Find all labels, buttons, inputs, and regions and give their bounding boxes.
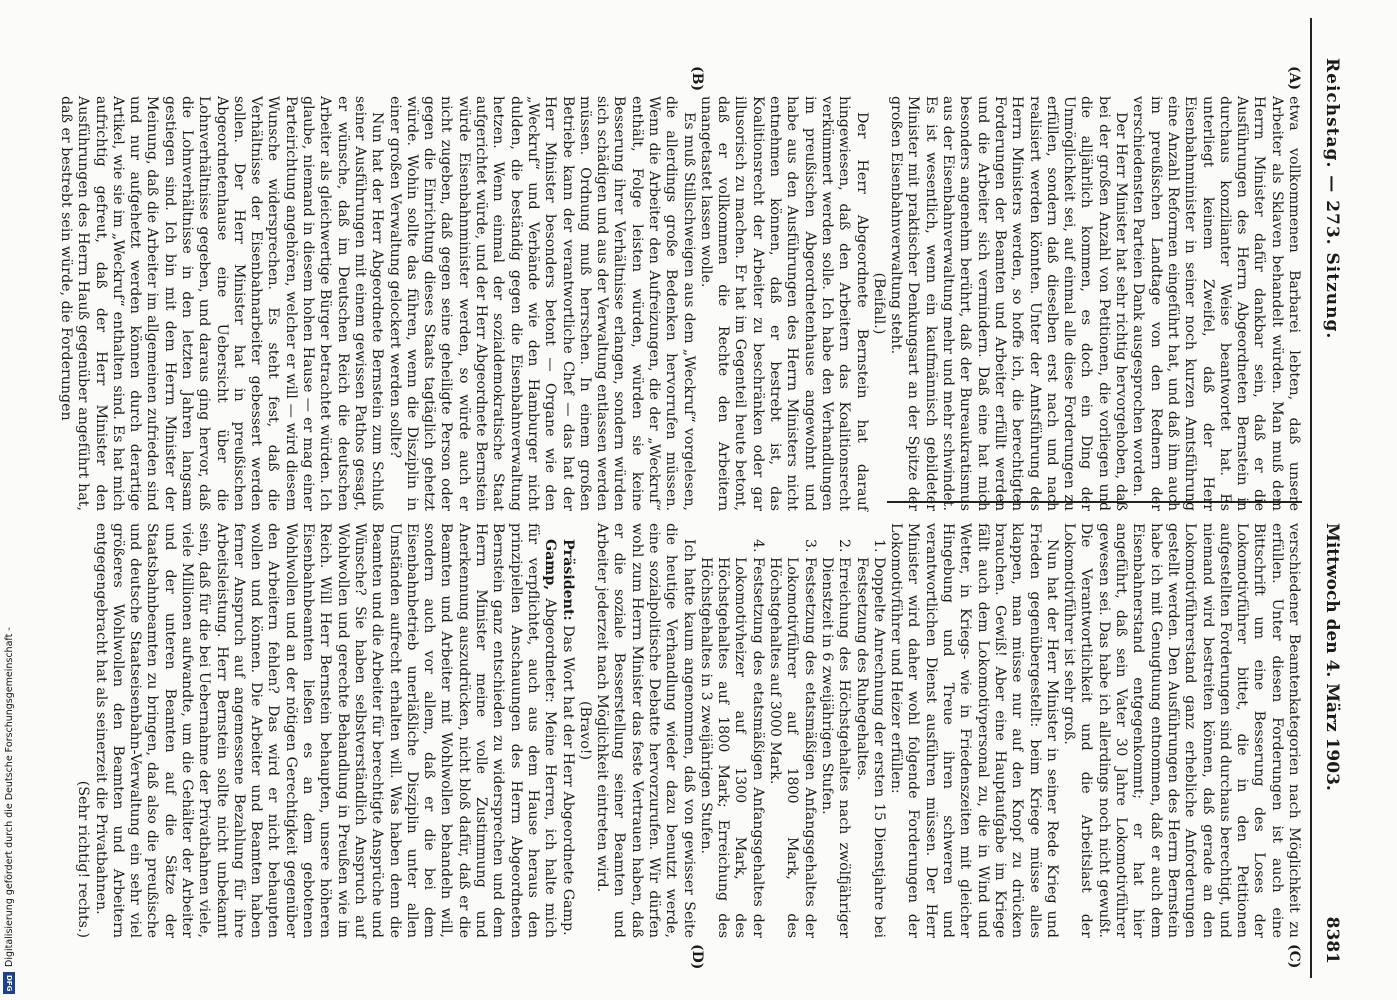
list-item: 4. Festsetzung des etatsmäßigen Anfangsgehaltes der Lokomotivheizer auf 1300 Mark, des Höchstgehaltes auf 1800 Mark; Erreichung des Höchstgehaltes in 3 zweijährigen Stufen. [697, 557, 766, 938]
paragraph: Es muß Stillschweigen aus dem „Weckruf“ vorgelesen, die allerdings große Bedenken hervorrufen müssen. Wenn die Arbeiter den Aufreizungen, die der „Weckruf“ enthält, Folge leisten würden, würden sie keine Besserung ihrer Verhältnisse erlangen, sondern würden sich schädigen und aus der Verwaltung entlassen werden müssen. Ordnung muß herrschen. In einem großen Betriebe kann der verantwortliche Chef — das hat der Herr Minister besonders betont — Organe wie den „Weckruf“ und Verbände wie den Hamburger nicht dulden, die beständig gegen die Eisenbahnverwaltung hetzen. Wenn einmal der sozialdemokratische Staat aufgerichtet würde, und der Herr Abgeordnete Bernstein würde Eisenbahnminister werden, so würde auch er nicht zugeben, daß gegen seine geheiligte Person oder gegen die Einrichtung dieses Staats tagtäglich gehetzt würde. Wohin sollte das führen, wenn die Disziplin in einer großen Verwaltung gelockert werden sollte? [386, 96, 697, 511]
footer-credit [4, 327, 15, 967]
paragraph: Der Herr Abgeordnete Bernstein hat darauf hingewiesen, daß den Arbeitern das Koalitionsrecht verkümmert werden solle. Ich habe den Verhandlungen im preußischen Abgeordnetenhause angewohnt und habe aus den Ausführungen des Herrn Ministers nicht entnehmen können, daß er bestrebt ist, das Koalitionsrecht der Arbeiter zu beschränken oder gar illusorisch zu machen. Er hat im Gegenteil heute betont, daß er vollkommen die Rechte den Arbeitern unangetastet lassen wolle. [697, 96, 870, 511]
left-column [57, 96, 1302, 511]
speaker-label: Präsident: [559, 539, 576, 621]
rotated-document-page [57, 18, 1350, 978]
gamp-speech [91, 523, 558, 938]
header-date: Mittwoch den 4. März 1903. [1322, 523, 1342, 791]
paragraph: Nun hat der Herr Abgeordnete Bernstein zum Schluß seiner Ausführungen mit einem gewissen Pathos gesagt, er wünsche, daß im Deutschen Reich die deutschen Arbeiter als gleichwertige Bürger betrachtet würden. Ich glaube, niemand in diesem hohen Hause — er mag einer Parteirichtung angehören, welcher er will — wird diesem Wunsche widersprechen. Es steht fest, daß die Verhältnisse der Eisenbahnarbeiter gebessert werden sollen. Der Herr Minister hat in preußischen Abgeordnetenhause eine Uebersicht über die Lohnverhältnisse gegeben, und daraus ging hervor, daß die Lohnverhältnisse in den letzten Jahren langsam gestiegen sind. Ich bin mit dem Herrn Minister der Meinung, daß die Arbeiter im allgemeinen zufrieden sind und nur aufgehetzt werden können durch derartige Artikel, wie sie im „Weckruf“ enthalten sind. Es hat mich aufrichtig gefreut, daß der Herr Minister den Ausführungen des Herrn Hauß gegenüber angeführt hat, daß er bestrebt sein würde, die Forderungen [57, 96, 386, 511]
page-header [1310, 18, 1350, 978]
list-item: 3. Festsetzung des etatsmäßigen Anfangsgehaltes der Lokomotivführer auf 1800 Mark, des Höchstgehaltes auf 3000 Mark. [766, 557, 818, 938]
header-session: Reichstag. — 273. Sitzung. [1322, 58, 1342, 340]
right-column [74, 523, 1302, 938]
list-item: 1. Doppelte Anrechnung der ersten 15 Dienstjahre bei Festsetzung des Ruhegehaltes. [852, 557, 887, 938]
interjection: (Sehr richtig! rechts.) [75, 780, 92, 938]
interjection: (Beifall.) [870, 272, 887, 335]
margin-marker-a: (A) [1286, 66, 1302, 91]
paragraph: Ich hatte kaum angenommen, daß von gewisser Seite die heutige Verhandlung wieder dazu benutzt werde, eine sozialpolitische Debatte hervorzurufen. Wir dürfen wohl zum Herrn Minister das feste Vertrauen haben, daß er die soziale Besserstellung seiner Beamten und Arbeiter jederzeit nach Möglichkeit eintreten wird. [594, 523, 697, 938]
paragraph: etwa vollkommenen Barbarei lebten, daß unsere Arbeiter als Sklaven behandelt würden. Man muß dem Herrn Minister dafür dankbar sein, daß er die Ausführungen des Herrn Abgeordneten Bernstein in durchaus konzilianter Weise beantwortet hat. Es unterliegt keinem Zweifel, daß der Herr Eisenbahnminister in seiner noch kurzen Amtsführung eine Anzahl Reformen eingeführt hat, und daß ihm auch im preußischen Landtage von den Rednern der verschiedensten Parteien Dank ausgesprochen worden. [1130, 96, 1302, 511]
paragraph: Der Herr Minister hat sehr richtig hervorgehoben, daß bei der großen Anzahl von Petitionen, die vorliegen und die alljährlich kommen, es doch ein Ding der Unmöglichkeit sei, auf einmal alle diese Forderungen zu erfüllen, sondern daß dieselben erst nach und nach realisiert werden könnten. Unter der Amtsführung des Herrn Ministers werden, so hoffe ich, die berechtigten Forderungen der Beamten und Arbeiter erfüllt werden und die Arbeiter sich vermindern. Daß eine hat mich besonders angenehm berührt, daß der Bureaukratismus aus der Eisenbahnverwaltung mehr und mehr schwindet. Es ist wesentlich, wenn ein kaufmännisch gebildeter Minister mit praktischer Denkungsart an der Spitze der großen Eisenbahnverwaltung steht. [888, 96, 1130, 511]
interjection: (Bravo!) [576, 701, 593, 760]
margin-marker-d: (D) [689, 944, 705, 970]
margin-marker-c: (C) [1286, 944, 1302, 969]
paragraph: verschiedener Beamtenkategorien nach Möglichkeit zu erfüllen. Unter diesen Forderungen ist auch eine Bittschrift um eine Besserung des Loses der Lokomotivführer bittet, die in den Petitionen aufgestellten Forderungen sind durchaus berechtigt, und niemand wird bestreiten können, daß gerade an den Lokomotivführerstand ganz erhebliche Anforderungen gestellt werden. Den Ausführungen des Herrn Bernstein habe ich mit Genugtuung entnommen, daß er auch dem Eisenbahnerstand entgegenkommt; er hat hier angeführt, daß sein Vater 30 Jahre Lokomotivführer gewesen sei. Das habe ich allerdings noch nicht gewußt. Die Verantwortlichkeit und die Arbeitslast der Lokomotivführer ist sehr groß. [1061, 523, 1302, 938]
demands-list [697, 523, 887, 938]
credit-text: Digitalisierung gefördert durch die Deutsche Forschungsgemeinschaft - [4, 627, 15, 967]
paragraph: Nun hat der Herr Minister in seiner Rede Krieg und Frieden gegenübergestellt: beim Kriege müsse alles klappen, man müsse nur auf den Knopf zu drücken brauchen. Gewiß! Aber eine Hauptaufgabe im Kriege fällt auch dem Lokomotivpersonal zu, die in Wind und Wetter, in Kriegs- wie in Friedenszeiten mit gleicher Hingebung und Treue ihren schweren und verantwortlichen Dienst ausführen müssen. Der Herr Minister wird daher wohl folgende Forderungen der Lokomotivführer und Heizer erfüllen: [888, 523, 1060, 938]
list-item: 2. Erreichung des Höchstgehaltes nach zwölfjähriger Dienstzeit in 6 zweijährigen Stufen. [818, 557, 853, 938]
header-page-number: 8381 [1322, 916, 1342, 964]
president-speech [558, 523, 575, 938]
dfg-logo: DFG [3, 972, 15, 994]
speech-text: Abgeordneter: Meine Herren, ich halte mich für verpflichtet, auch aus dem Hause heraus den prinzipiellen Anschauungen des Herrn Abgeordneten Bernstein ganz entschieden zu widersprechen und dem Herrn Minister meine volle Zustimmung und Anerkennung auszudrücken, nicht bloß dafür, daß er die Beamten und Arbeiter mit Wohlwollen behandeln will, sondern auch vor allem, daß er die bei dem Eisenbahnbetrieb unerläßliche Disziplin unter allen Umständen aufrecht erhalten will. Was haben denn die Beamten und die Arbeiter für berechtigte Ansprüche und Wünsche? Sie haben selbstverständlich Anspruch auf Wohlwollen und gerechte Behandlung in Preußen wie im Reich. Will Herr Bernstein behaupten, unsere höheren Eisenbahnbeamten ließen es an dem gebotenen Wohlwollen und an der nötigen Gerechtigkeit gegenüber den Arbeitern fehlen? Das wird er nicht behaupten wollen und können. Die Arbeiter und Beamten haben ferner Anspruch auf angemessene Bezahlung für ihre Arbeitsleistung. Herr Bernstein sollte nicht unbekannt sein, daß für die bei Uebernahme der Privatbahnen viele, viele Millionen aufwandte, um die Gehälter der Arbeiter und der unteren Beamten auf die Sätze der Staatsbahnbeamten zu bringen, daß also die preußische und deutsche Staatseisenbahn-Verwaltung ein sehr viel größeres Wohlwollen den Beamten und Arbeitern entgegengebracht hat als seinerzeit die Privatbahnen. [92, 523, 559, 938]
margin-marker-b: (B) [689, 66, 705, 92]
speech-text: Das Wort hat der Herr Abgeordnete Gamp. [559, 625, 576, 936]
footer-strip [2, 0, 16, 1000]
speaker-label: Gamp, [542, 539, 559, 591]
